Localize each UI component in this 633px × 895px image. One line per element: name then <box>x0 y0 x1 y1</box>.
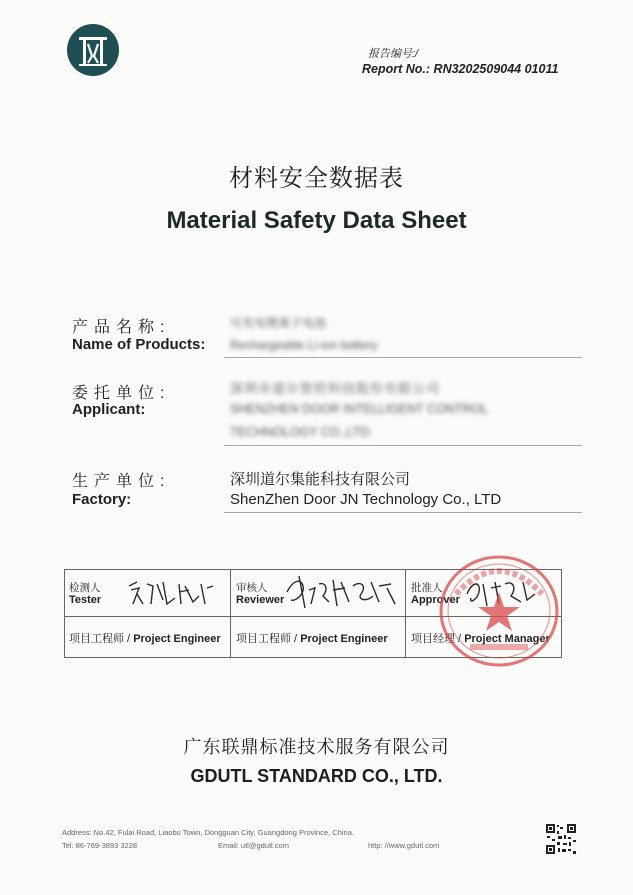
factory-label-en: Factory: <box>72 491 132 508</box>
table-divider <box>405 570 406 657</box>
factory-value-cn: 深圳道尔集能科技有限公司 <box>230 471 411 488</box>
product-label-en: Name of Products: <box>72 336 206 353</box>
title-cn: 材料安全数据表 <box>229 165 404 192</box>
report-number <box>362 62 558 76</box>
company-logo <box>67 24 119 76</box>
product-value-en: Rechargeable Li-ion battery <box>230 338 378 352</box>
footer-email[interactable]: Email: utl@gdutl.com <box>218 841 289 850</box>
table-divider <box>230 570 231 657</box>
tester-role: 项目工程师 / Project Engineer <box>69 633 221 645</box>
applicant-underline <box>224 445 582 446</box>
reviewer-signature <box>283 572 401 612</box>
reviewer-role: 项目工程师 / Project Engineer <box>236 633 388 645</box>
company-name-cn: 广东联鼎标准技术服务有限公司 <box>183 737 450 757</box>
tester-label-cn: 检测人 <box>69 582 101 594</box>
footer-tel: Tel: 86-769-3893 3228 <box>62 841 138 850</box>
report-number-label: Report No.: <box>362 62 431 76</box>
qr-code-icon <box>545 823 577 855</box>
report-number-value: RN3202509044 01011 <box>433 62 559 76</box>
product-label-cn: 产品名称: <box>72 319 171 336</box>
company-name-en: GDUTL STANDARD CO., LTD. <box>190 766 443 786</box>
approver-label-en: Approver <box>411 594 460 606</box>
official-stamp-icon <box>436 552 562 670</box>
tester-signature <box>123 574 215 612</box>
reviewer-label-en: Reviewer <box>236 594 285 606</box>
applicant-label-en: Applicant: <box>72 401 146 418</box>
product-value-cn: 可充电锂离子电池 <box>230 316 327 330</box>
reviewer-label-cn: 审核人 <box>236 582 268 594</box>
factory-value-en: ShenZhen Door JN Technology Co., LTD <box>230 491 502 508</box>
applicant-value-en-line2: TECHNOLOGY CO.,LTD. <box>230 425 373 439</box>
footer-website[interactable]: http: //www.gdutl.com <box>368 841 440 850</box>
tester-label-en: Tester <box>69 594 102 606</box>
product-underline <box>224 357 582 358</box>
logo-emblem-icon <box>71 28 115 72</box>
report-number-label-cn: 报告编号:/ <box>368 48 419 60</box>
applicant-value-cn: 深圳市道尔智控科技股份有限公司 <box>230 381 441 396</box>
factory-label-cn: 生产单位: <box>72 473 171 490</box>
footer-address: Address: No.42, Fulai Road, Liaobu Town, Dongguan City, Guangdong Province, China. <box>62 828 354 837</box>
approver-role: 项目经理 / Project Manager <box>411 633 550 645</box>
applicant-value-en-line1: SHENZHEN DOOR INTELLIGENT CONTROL <box>230 402 489 416</box>
approver-label-cn: 批准人 <box>411 582 443 594</box>
title-en: Material Safety Data Sheet <box>166 207 467 234</box>
applicant-label-cn: 委托单位: <box>72 385 171 402</box>
factory-underline <box>224 512 582 513</box>
